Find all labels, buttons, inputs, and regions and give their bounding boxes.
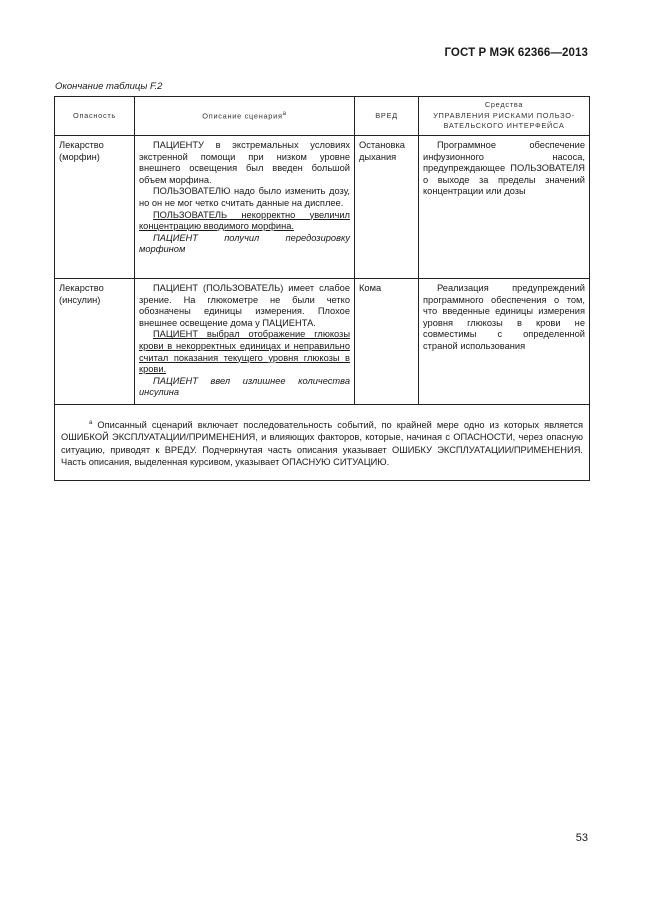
footnote-marker: a <box>89 420 93 426</box>
cell-harm: Остановка дыхания <box>355 136 419 279</box>
hazard-table <box>54 96 590 481</box>
table-footnote: $^a$ Описанный сценарий включает последовательность событий, по крайней мере одно из которых является ОШИБКОЙ ЭКСПЛУАТАЦИИ/ПРИМЕНЕНИЯ, и влияющих факторов, которые, начиная с ОПАСНОСТИ, через опасную ситуацию, приводят к ВРЕДУ. Подчеркнутая часть описания указывает ОШИБКУ ЭКСПЛУАТАЦИИ/ПРИМЕНЕНИЯ. Часть описания, выделенная курсивом, указывает ОПАСНУЮ СИТУАЦИЮ. <box>55 405 590 481</box>
table-row <box>55 136 590 279</box>
column-header-mitigation: Средства УПРАВЛЕНИЯ РИСКАМИ ПОЛЬЗО- ВАТЕЛЬСКОГО ИНТЕРФЕЙСА <box>419 97 590 136</box>
table-footnote-row <box>55 405 590 481</box>
cell-hazard: Лекарство (инсулин) <box>55 279 135 405</box>
cell-mitigation: Реализация предупреждений программного обеспечения о том, что введенные единицы измерения уровня глюкозы в крови не совместимы с определенной страной использования <box>419 279 590 405</box>
cell-description: ПАЦИЕНТ (ПОЛЬЗОВАТЕЛЬ) имеет слабое зрение. На глюкометре не были четко обозначены единицы измерения. Плохое внешнее освещение дома у ПАЦИЕНТА. ПАЦИЕНТ выбрал отображение глюкозы крови в некорректных единицах и неправильно считал показания текущего уровня глюкозы в крови. ПАЦИЕНТ ввел излишнее количества инсулина <box>135 279 355 405</box>
table-row <box>55 279 590 405</box>
table-header-row <box>55 97 590 136</box>
cell-harm: Кома <box>355 279 419 405</box>
document-code: ГОСТ Р МЭК 62366—2013 <box>444 47 588 59</box>
cell-mitigation: Программное обеспечение инфузионного насоса, предупреждающее ПОЛЬЗОВАТЕЛЯ о выходе за пределы значений концентрации или дозы <box>419 136 590 279</box>
footnote-ref: a <box>282 111 287 118</box>
column-header-description: Описание сценария$^a$ <box>135 97 355 136</box>
table-caption: Окончание таблицы F.2 <box>55 81 163 92</box>
column-header-hazard: Опасность <box>55 97 135 136</box>
cell-description: ПАЦИЕНТУ в экстремальных условиях экстренной помощи при низком уровне внешнего освещения был введен большой объем морфина. ПОЛЬЗОВАТЕЛЮ надо было изменить дозу, но он не мог четко считать данные на дисплее. ПОЛЬЗОВАТЕЛЬ некорректно увеличил концентрацию вводимого морфина. ПАЦИЕНТ получил передозировку морфином <box>135 136 355 279</box>
column-header-harm: ВРЕД <box>355 97 419 136</box>
page-number: 53 <box>575 832 588 844</box>
cell-hazard: Лекарство (морфин) <box>55 136 135 279</box>
